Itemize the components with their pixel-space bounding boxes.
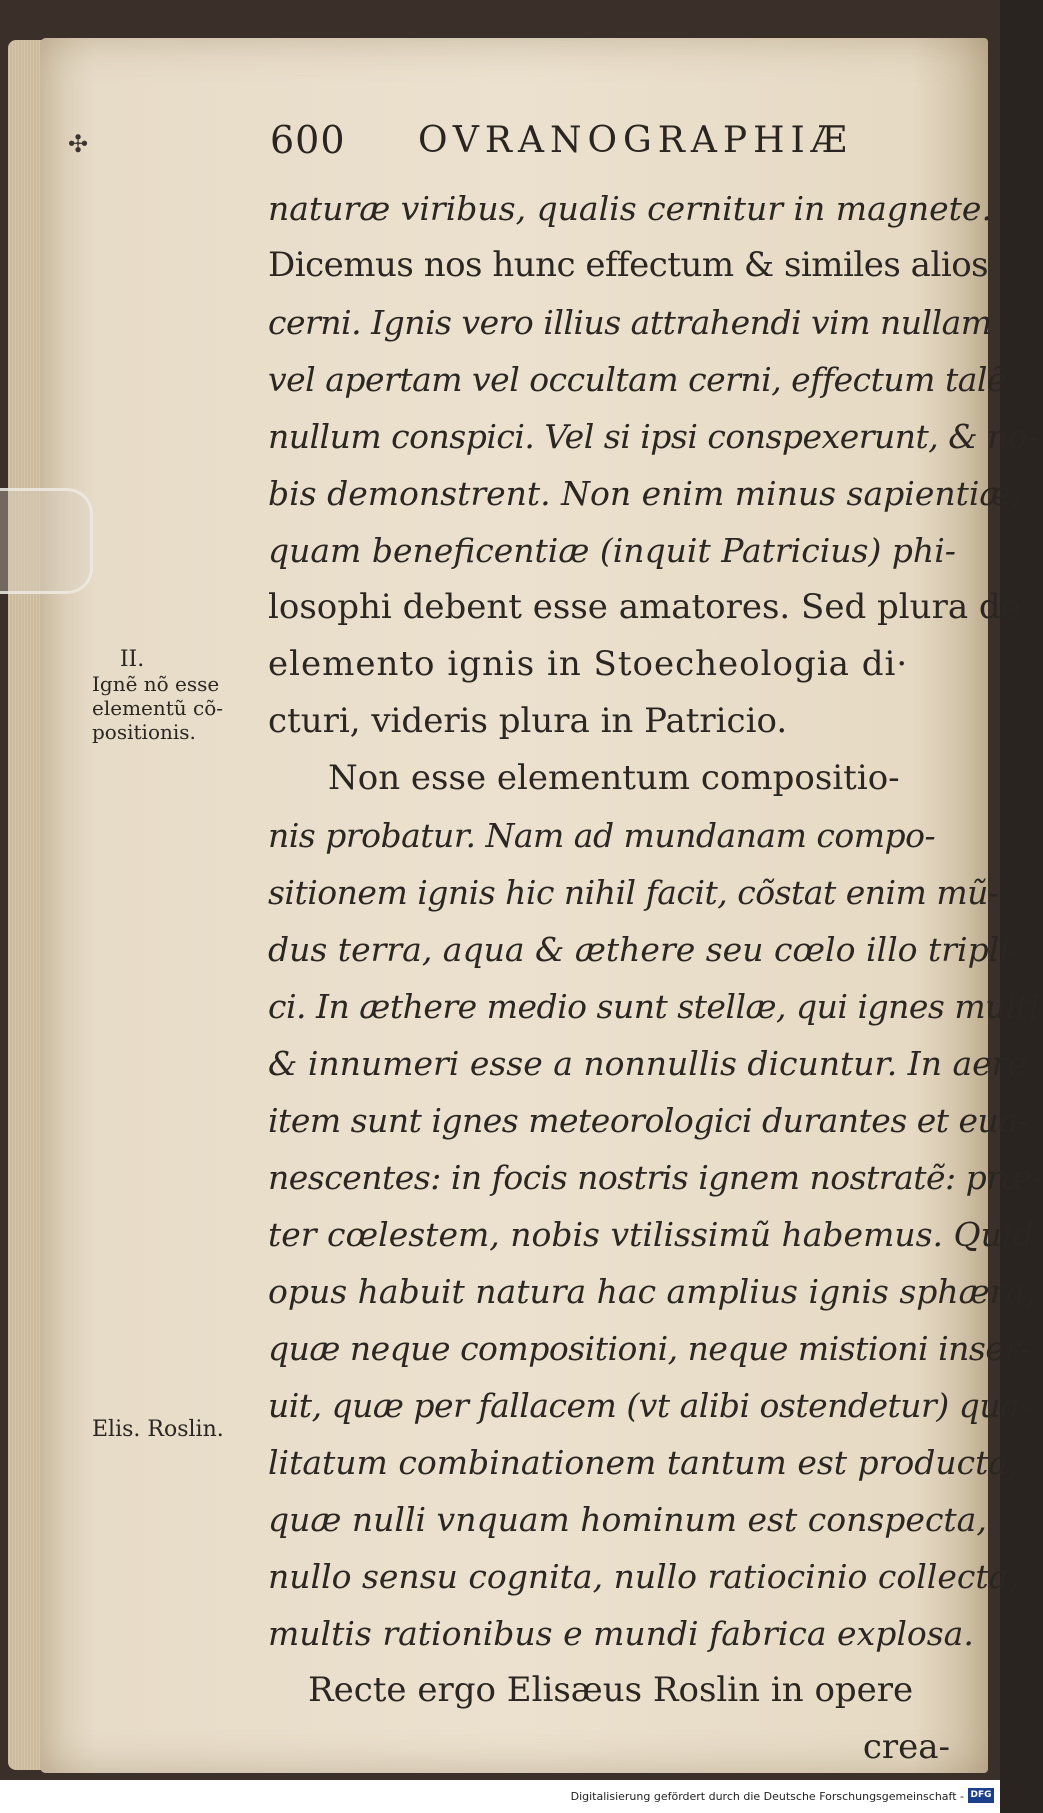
text-line: uit, quæ per fallacem (vt alibi ostendetur) qua-: [268, 1386, 1030, 1425]
catchword: crea-: [862, 1727, 950, 1767]
text-line: quæ nulli vnquam hominum est conspecta,: [268, 1500, 987, 1539]
page-header: [270, 118, 950, 178]
text-line: ci. In æthere medio sunt stellæ, qui ignes multi: [268, 987, 1039, 1026]
text-line: nullo sensu cognita, nullo ratiocinio collecta,: [268, 1557, 1019, 1596]
text-line: dus terra, aqua & æthere seu cœlo illo tripli-: [268, 930, 1021, 969]
dfg-logo: DFG: [968, 1788, 994, 1803]
text-line: & innumeri esse a nonnullis dicuntur. In aere: [268, 1044, 1027, 1083]
text-line: cerni. Ignis vero illius attrahendi vim nullam: [268, 303, 992, 342]
text-line: elemento ignis in Stoecheologia di·: [268, 644, 909, 684]
text-line: nescentes: in focis nostris ignem nostratẽ: præ-: [268, 1158, 1043, 1197]
text-line: litatum combinationem tantum est producta,: [268, 1443, 1019, 1482]
text-line: sitionem ignis hic nihil facit, cõstat enim mũ-: [268, 873, 999, 912]
margin-note-author: Elis. Roslin.: [92, 1417, 224, 1442]
text-line: bis demonstrent. Non enim minus sapientiæ,: [268, 474, 1021, 513]
footer-bar: [0, 1780, 1000, 1813]
text-line: vel apertam vel occultam cerni, effectum talẽ: [268, 360, 1006, 399]
text-line: quæ neque compositioni, neque mistioni inser-: [268, 1329, 1031, 1368]
margin-note-line: positionis.: [92, 720, 196, 744]
text-line: ter cœlestem, nobis vtilissimũ habemus. Quid: [268, 1215, 1034, 1254]
text-line: Non esse elementum compositio-: [328, 758, 900, 798]
margin-note-line: elementũ cõ-: [92, 696, 224, 720]
margin-note-line: Ignẽ nõ esse: [92, 672, 220, 696]
margin-section-number: II.: [119, 647, 145, 672]
margin-note-section: [92, 648, 272, 744]
page-tab-marker: [0, 488, 93, 594]
text-line: losophi debent esse amatores. Sed plura de: [268, 587, 1021, 627]
running-title: OVRANOGRAPHIÆ: [418, 120, 853, 161]
text-line: item sunt ignes meteorologici durantes et eua-: [268, 1101, 1029, 1140]
text-line: naturæ viribus, qualis cernitur in magnete.: [268, 189, 992, 228]
book-edge-leaves: [8, 40, 44, 1770]
text-line: opus habuit natura hac amplius ignis sphæra,: [268, 1272, 1036, 1311]
page-number: 600: [270, 118, 346, 162]
body-text: [268, 180, 1043, 1776]
text-line: Recte ergo Elisæus Roslin in opere: [308, 1670, 914, 1710]
text-line: quam beneficentiæ (inquit Patricius) phi-: [268, 531, 956, 570]
ornament-mark: ✣: [68, 130, 89, 158]
text-line: multis rationibus e mundi fabrica explosa.: [268, 1614, 974, 1653]
text-line: nis probatur. Nam ad mundanam compo-: [268, 816, 936, 855]
text-line: Dicemus nos hunc effectum & similes alios: [268, 245, 989, 285]
text-line: nullum conspici. Vel si ipsi conspexerunt, & no-: [268, 417, 1038, 456]
text-line: cturi, videris plura in Patricio.: [268, 701, 788, 741]
footer-credit: Digitalisierung gefördert durch die Deutsche Forschungsgemeinschaft -: [570, 1790, 964, 1803]
